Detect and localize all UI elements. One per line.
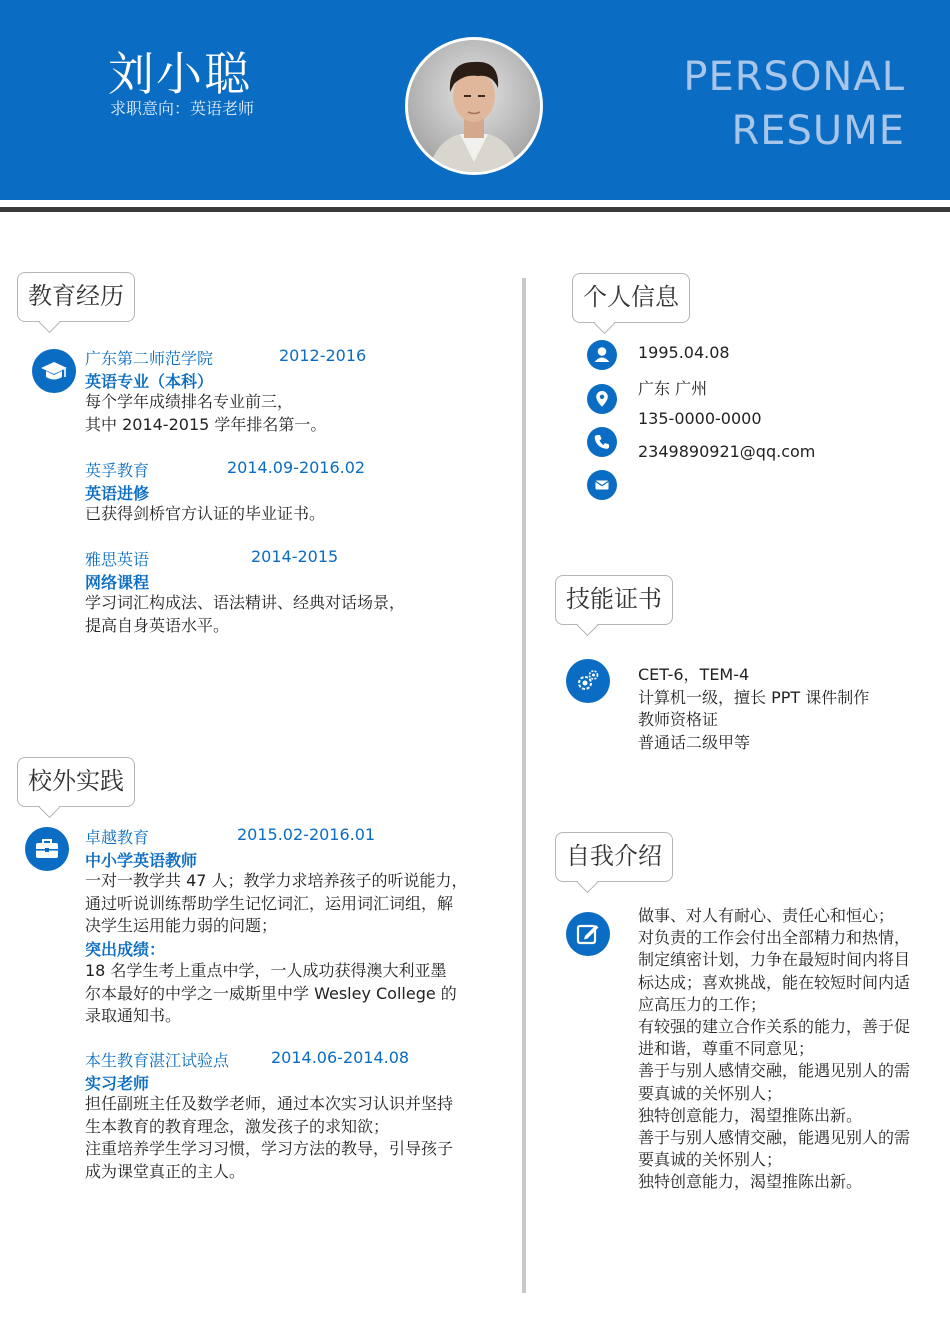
text-line: 学习词汇构成法、语法精讲、经典对话场景， <box>85 593 406 612</box>
edu-1-school <box>85 346 367 369</box>
text-line: 计算机一级，擅长 PPT 课件制作 <box>638 687 870 707</box>
text-line: 标达成；喜欢挑战，能在较短时间内适 <box>638 972 911 992</box>
education-section-title: 教育经历 <box>17 272 135 322</box>
text-line: 录取通知书。 <box>85 1006 182 1025</box>
text-line: 要真诚的关怀别人； <box>638 1150 783 1170</box>
header-banner <box>0 0 950 200</box>
text-line: 尔本最好的中学之一威斯里中学 Wesley College 的 <box>85 983 457 1003</box>
text-line: 其中 2014-2015 学年排名第一。 <box>85 414 327 434</box>
practice-2-org <box>85 1048 410 1071</box>
phone-icon <box>587 427 617 457</box>
practice-1-org-name: 卓越教育 <box>85 828 150 847</box>
graduation-cap-icon <box>32 349 76 393</box>
envelope-icon <box>587 470 617 500</box>
text-line: 担任副班主任及数学老师，通过本次实习认识并坚持 <box>85 1094 454 1113</box>
edu-3-description <box>85 592 405 637</box>
email-address: 2349890921@qq.com <box>638 442 816 461</box>
text-line: 教师资格证 <box>638 710 719 729</box>
practice-1-description <box>85 870 468 938</box>
edu-3-school <box>85 547 339 570</box>
text-line: 有较强的建立合作关系的能力，善于促 <box>638 1017 911 1037</box>
self-intro-section-title: 自我介绍 <box>555 832 673 882</box>
text-line: 制定缜密计划，力争在最短时间内将目 <box>638 950 911 970</box>
text-line: 每个学年成绩排名专业前三， <box>85 392 294 411</box>
practice-1-role: 中小学英语教师 <box>85 851 198 870</box>
text-line: 一对一教学共 47 人；教学力求培养孩子的听说能力， <box>85 871 468 890</box>
skills-section-title: 技能证书 <box>555 575 673 625</box>
user-icon <box>587 340 617 370</box>
edu-2-school <box>85 458 366 481</box>
text-line: CET-6，TEM-4 <box>638 665 750 684</box>
self-intro-text <box>638 905 910 1194</box>
portrait-image <box>408 40 540 172</box>
text-line: 应高压力的工作； <box>638 994 767 1014</box>
edu-2-date: 2014.09-2016.02 <box>227 458 366 477</box>
text-line: 善于与别人感情交融，能遇见别人的需 <box>638 1128 911 1148</box>
practice-1-highlight-label: 突出成绩： <box>85 940 166 959</box>
text-line: 要真诚的关怀别人； <box>638 1083 783 1103</box>
text-line: 做事、对人有耐心、责任心和恒心； <box>638 906 895 925</box>
practice-1-date: 2015.02-2016.01 <box>237 825 376 844</box>
gears-icon <box>566 659 610 703</box>
personal-word: PERSONAL <box>683 54 905 100</box>
practice-1-highlight <box>85 960 457 1028</box>
text-line: 对负责的工作会付出全部精力和热情， <box>638 928 911 948</box>
edu-2-major: 英语进修 <box>85 484 150 503</box>
phone-number: 135-0000-0000 <box>638 409 762 428</box>
birthday: 1995.04.08 <box>638 343 730 362</box>
practice-2-role: 实习老师 <box>85 1074 150 1093</box>
header-rule <box>0 207 950 212</box>
text-line: 18 名学生考上重点中学，一人成功获得澳大利亚墨 <box>85 961 447 980</box>
practice-2-org-name: 本生教育湛江试验点 <box>85 1051 230 1070</box>
practice-1-org <box>85 825 376 848</box>
briefcase-icon <box>25 827 69 871</box>
text-line: 已获得剑桥官方认证的毕业证书。 <box>85 504 326 523</box>
text-line: 独特创意能力，渴望推陈出新。 <box>638 1105 863 1125</box>
text-line: 进和谐，尊重不同意见； <box>638 1039 815 1059</box>
practice-2-date: 2014.06-2014.08 <box>271 1048 410 1067</box>
text-line: 生本教育的教育理念，激发孩子的求知欲； <box>85 1116 390 1136</box>
personal-info-section-title: 个人信息 <box>572 273 690 323</box>
edu-1-school-name: 广东第二师范学院 <box>85 349 214 368</box>
text-line: 独特创意能力，渴望推陈出新。 <box>638 1172 863 1192</box>
text-line: 通过听说训练帮助学生记忆词汇，运用词汇词组，解 <box>85 893 454 913</box>
location-pin-icon <box>587 384 617 414</box>
edu-3-school-name: 雅思英语 <box>85 550 150 569</box>
edu-1-major: 英语专业（本科） <box>85 372 214 391</box>
edu-1-date: 2012-2016 <box>279 346 367 365</box>
text-line: 决学生运用能力弱的问题； <box>85 916 278 935</box>
edu-3-major: 网络课程 <box>85 573 150 592</box>
skills-list <box>638 664 869 754</box>
text-line: 注重培养学生学习习惯，学习方法的教导，引导孩子 <box>85 1139 454 1158</box>
edu-2-school-name: 英孚教育 <box>85 461 150 480</box>
edu-3-date: 2014-2015 <box>251 547 339 566</box>
avatar <box>405 37 543 175</box>
resume-word: RESUME <box>731 108 905 154</box>
text-line: 提高自身英语水平。 <box>85 615 230 635</box>
practice-2-description <box>85 1093 453 1183</box>
column-divider <box>522 278 526 1293</box>
edu-2-description <box>85 503 325 526</box>
text-line: 善于与别人感情交融，能遇见别人的需 <box>638 1061 911 1081</box>
edit-icon <box>566 912 610 956</box>
job-intent: 求职意向：英语老师 <box>110 99 255 118</box>
practice-section-title: 校外实践 <box>17 757 135 807</box>
text-line: 普通话二级甲等 <box>638 732 751 752</box>
location: 广东 广州 <box>638 379 708 398</box>
edu-1-description <box>85 391 326 436</box>
text-line: 成为课堂真正的主人。 <box>85 1161 246 1181</box>
personal-resume-title <box>683 50 905 158</box>
candidate-name: 刘小聪 <box>108 47 252 101</box>
